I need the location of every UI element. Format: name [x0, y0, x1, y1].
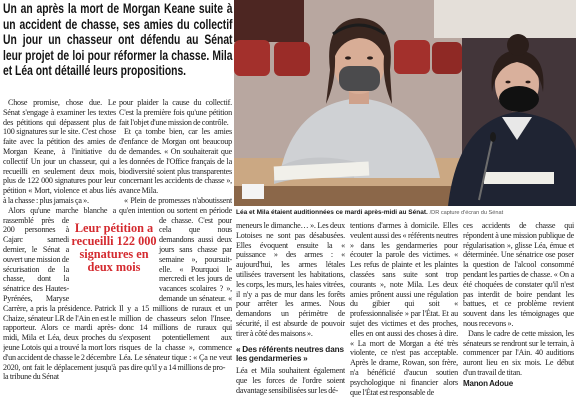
photo-caption [236, 208, 574, 219]
senate-seat [234, 40, 270, 76]
photo-caption-text: Léa et Mila étaient auditionnées ce mardi après-midi au Sénat. [236, 209, 428, 216]
senate-seat [394, 40, 430, 74]
paragraph: Chose promise, chose due. Le Sénat s'engage à examiner les textes des pétitions qui dépassent plus de 100 signatures sur le site. C'est chose faite avec la pétition des amies de Morgan Keane, à l'initiative du collectif Un jour un chasseur, qui a recueilli en seulement deux mois, plus de 122 000 signatures pour leur pétition « Mort, violence et abus liés à la chasse : plus jamais ça ». [3, 98, 116, 205]
paragraph: Dans le cadre de cette mission, les sénateurs se rendront sur le terrain, à commencer par l'Ain. 40 auditions auront lieu en six mois. Le début d'un travail de titan. [463, 328, 574, 377]
paragraph: Et ça tombe bien, car les amies d'enfance de Morgan ont beaucoup de demandes. « On souhaiterait que les données de l'Office français de la biodiversité soient plus transparentes concernant les accidents de chasse », avance Mila. [119, 127, 232, 196]
paragraph: meneurs le dimanche… ». Les deux Lotoises ne sont pas désabusées. Elles évoquent ensuite la « puissance » des armes : « aujourd'hui, les armes létales utilisées traversent les habitations, les corps, les murs, les haies vitrées, il n'y a pas de mur dans les forêts pour arrêter les armes. Nous demandons un périmètre de sécurité, il est absurde de pouvoir tirer à côté des maisons ». [236, 221, 345, 338]
right-woman-hair-bun [507, 34, 529, 56]
senate-seat [432, 42, 462, 74]
right-woman-eye [525, 81, 530, 84]
photo-credit: /DR capture d'écran du Sénat [429, 210, 504, 216]
article-column-3 [236, 221, 345, 414]
pull-quote: Leur pétition a recueilli 122 000 signatures en deux mois [71, 221, 157, 274]
author-byline: Manon Adoue [463, 378, 513, 388]
photo-window [434, 0, 576, 38]
left-woman-mask [339, 66, 380, 91]
section-subheading: « Des référents neutres dans les gendarmeries » [236, 344, 344, 363]
senat-logo [242, 184, 264, 199]
article-column-4 [350, 221, 458, 414]
article-photo [234, 0, 576, 206]
microphone-head [490, 132, 496, 142]
photo-dark-panel [234, 0, 304, 42]
paragraph: pour plaider la cause du collectif. C'est la première fois qu'une pétition fait l'objet d'une mission de contrôle. [119, 98, 232, 127]
paragraph: « Plein de promesses n'aboutissent qu'en intention ou sortent en période de chasse. C'est pour cela que nous demandons aussi deux jours sans chasse par semaine », poursuit-elle. « Pourquoi le mercredi et les jours de vacances scolaires ? », demande un sénateur. « Il y a 15 millions de ruraux et un million de chasseurs selon l'Insee, donc 14 millions de ruraux qui s'exposent potentiellement aux risques de la chasse », commence Léa. Le sénateur tique : « Ça ne veut pas dire qu'il y a 14 millions de pro- [119, 195, 232, 372]
senate-seat [274, 42, 310, 76]
article-headline: Un an après la mort de Morgan Keane suite à un accident de chasse, ses amies du collectif Un jour un chasseur ont défendu au Sénat leur projet de loi pour réformer la chasse. Mila et Léa ont détaillé leurs propositions. [3, 1, 233, 79]
paragraph: Léa et Mila souhaitent également que les forces de l'ordre soient davantage sensibilisées sur les dé- [236, 366, 345, 395]
paragraph: ces accidents de chasse qui répondent à une mission publique de régularisation », glisse Léa, émue et déterminée. Une sénatrice ose poser la question de l'alcool consommé pendant les parties de chasse. « On a été choquées de constater qu'il n'est pas interdit de boire pendant les battues, et ce problème revient souvent dans les témoignages que nous recevons ». [463, 221, 574, 328]
article-column-5 [463, 221, 574, 414]
desk-papers [484, 172, 554, 184]
right-woman-mask [499, 86, 539, 112]
left-woman-eye [367, 56, 373, 59]
left-woman-eye [345, 56, 351, 59]
paragraph: tentions d'armes à domicile. Elles veulent aussi des « référents neutres » dans les gendarmeries pour écouter la parole des victimes. « Les refus de plainte et les plaintes classées sans suite sont trop courants », note Mila. Les deux amies prônent aussi une régulation du gibier qui soit « professionnalisée » par l'État. Et au sujet des victimes et des proches, elles en ont aussi des choses à dire. « La mort de Morgan a été très violente, ce n'est pas acceptable. Après le drame, Rowan, son frère, n'a bénéficié d'aucun soutien psychologique ni financier alors que l'État est responsable de [350, 221, 458, 397]
right-woman-eye [505, 81, 510, 84]
paragraph: Alors qu'une marche blanche a rassemblé près de 200 personnes à Cajarc samedi dernier, le Sénat a ouvert une mission de sécurisation de la chasse, dont la sénatrice des Hautes-Pyrénées, Maryse Carrère, a pris la présidence. Patrick Chaize, sénateur LR de l'Ain en est le rapporteur. Alors ce mardi après-midi, Mila et Léa, deux proches du jeune Lotois qui a trouvé la mort lors d'un accident de chasse le 2 décembre 2020, ont fait le déplacement jusqu'à la tribune du Sénat [3, 205, 116, 382]
